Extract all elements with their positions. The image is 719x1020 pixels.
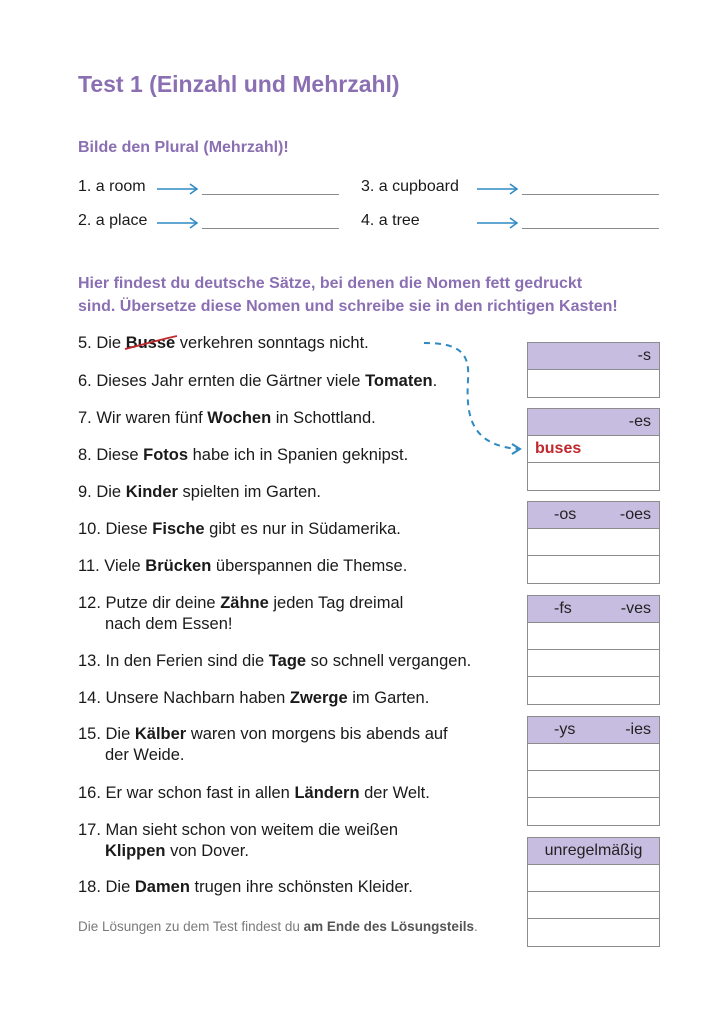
box-answer-row[interactable]	[528, 919, 659, 946]
exercise-item-2: 2. a place	[78, 212, 148, 229]
box-answer-row[interactable]	[528, 650, 659, 677]
box-answer-row[interactable]	[528, 865, 659, 892]
plural-box-ys-ies	[527, 716, 660, 826]
box-header: -os -oes	[528, 502, 659, 529]
box-header: unregelmäßig	[528, 838, 659, 865]
box-answer-row[interactable]	[528, 556, 659, 583]
answer-line-4[interactable]	[522, 228, 659, 229]
answer-line-3[interactable]	[522, 194, 659, 195]
sentence-14: 14. Unsere Nachbarn haben Zwerge im Garten.	[78, 689, 430, 707]
sentence-9: 9. Die Kinder spielten im Garten.	[78, 483, 322, 501]
plural-box-os-oes	[527, 501, 660, 584]
box-header: -ys -ies	[528, 717, 659, 744]
crossed-out-noun: Busse	[126, 333, 176, 354]
arrow-right-icon	[157, 183, 199, 195]
box-answer-row[interactable]	[528, 463, 659, 490]
box-answer-row[interactable]	[528, 677, 659, 704]
sentence-6: 6. Dieses Jahr ernten die Gärtner viele Tomaten.	[78, 372, 438, 390]
plural-box-irregular	[527, 837, 660, 947]
box-answer-row[interactable]	[528, 771, 659, 798]
sentence-16: 16. Er war schon fast in allen Ländern der Welt.	[78, 784, 430, 802]
section2-heading-line1: Hier findest du deutsche Sätze, bei denen die Nomen fett gedruckt	[78, 275, 583, 292]
sentence-10: 10. Diese Fische gibt es nur in Südamerika.	[78, 520, 401, 538]
box-answer-row[interactable]	[528, 798, 659, 825]
box-answer-row[interactable]	[528, 744, 659, 771]
sentence-17: 17. Man sieht schon von weitem die weißen Klippen von Dover.	[78, 821, 399, 860]
sentence-12: 12. Putze dir deine Zähne jeden Tag dreimal nach dem Essen!	[78, 594, 404, 633]
box-answer-row[interactable]: buses	[528, 436, 659, 463]
exercise-item-1: 1. a room	[78, 178, 146, 195]
plural-box-fs-ves	[527, 595, 660, 705]
page-title: Test 1 (Einzahl und Mehrzahl)	[78, 71, 400, 97]
sentence-18: 18. Die Damen trugen ihre schönsten Kleider.	[78, 878, 413, 896]
sentence-5: 5. Die Busse verkehren sonntags nicht.	[78, 334, 369, 352]
sentence-13: 13. In den Ferien sind die Tage so schnell vergangen.	[78, 652, 472, 670]
box-header: -fs -ves	[528, 596, 659, 623]
dashed-arrow-icon	[420, 335, 530, 460]
footer-note: Die Lösungen zu dem Test findest du am Ende des Lösungsteils.	[78, 919, 478, 934]
exercise-item-3: 3. a cupboard	[361, 178, 459, 195]
plural-box-s	[527, 342, 660, 398]
arrow-right-icon	[157, 217, 199, 229]
sentence-8: 8. Diese Fotos habe ich in Spanien geknipst.	[78, 446, 409, 464]
section2-heading-line2: sind. Übersetze diese Nomen und schreibe sie in den richtigen Kasten!	[78, 298, 618, 315]
box-answer-row[interactable]	[528, 529, 659, 556]
exercise-item-4: 4. a tree	[361, 212, 420, 229]
answer-line-1[interactable]	[202, 194, 339, 195]
box-answer-row[interactable]	[528, 370, 659, 397]
arrow-right-icon	[477, 217, 519, 229]
section2-heading	[78, 272, 618, 318]
sentence-15: 15. Die Kälber waren von morgens bis abends auf der Weide.	[78, 725, 448, 764]
box-answer-row[interactable]	[528, 892, 659, 919]
answer-line-2[interactable]	[202, 228, 339, 229]
box-header: -es	[528, 409, 659, 436]
strikethrough-mark	[124, 335, 178, 351]
box-answer-row[interactable]	[528, 623, 659, 650]
sentence-11: 11. Viele Brücken überspannen die Themse.	[78, 557, 408, 575]
sentence-7: 7. Wir waren fünf Wochen in Schottland.	[78, 409, 376, 427]
section1-heading: Bilde den Plural (Mehrzahl)!	[78, 139, 289, 156]
box-header: -s	[528, 343, 659, 370]
arrow-right-icon	[477, 183, 519, 195]
plural-box-es	[527, 408, 660, 491]
